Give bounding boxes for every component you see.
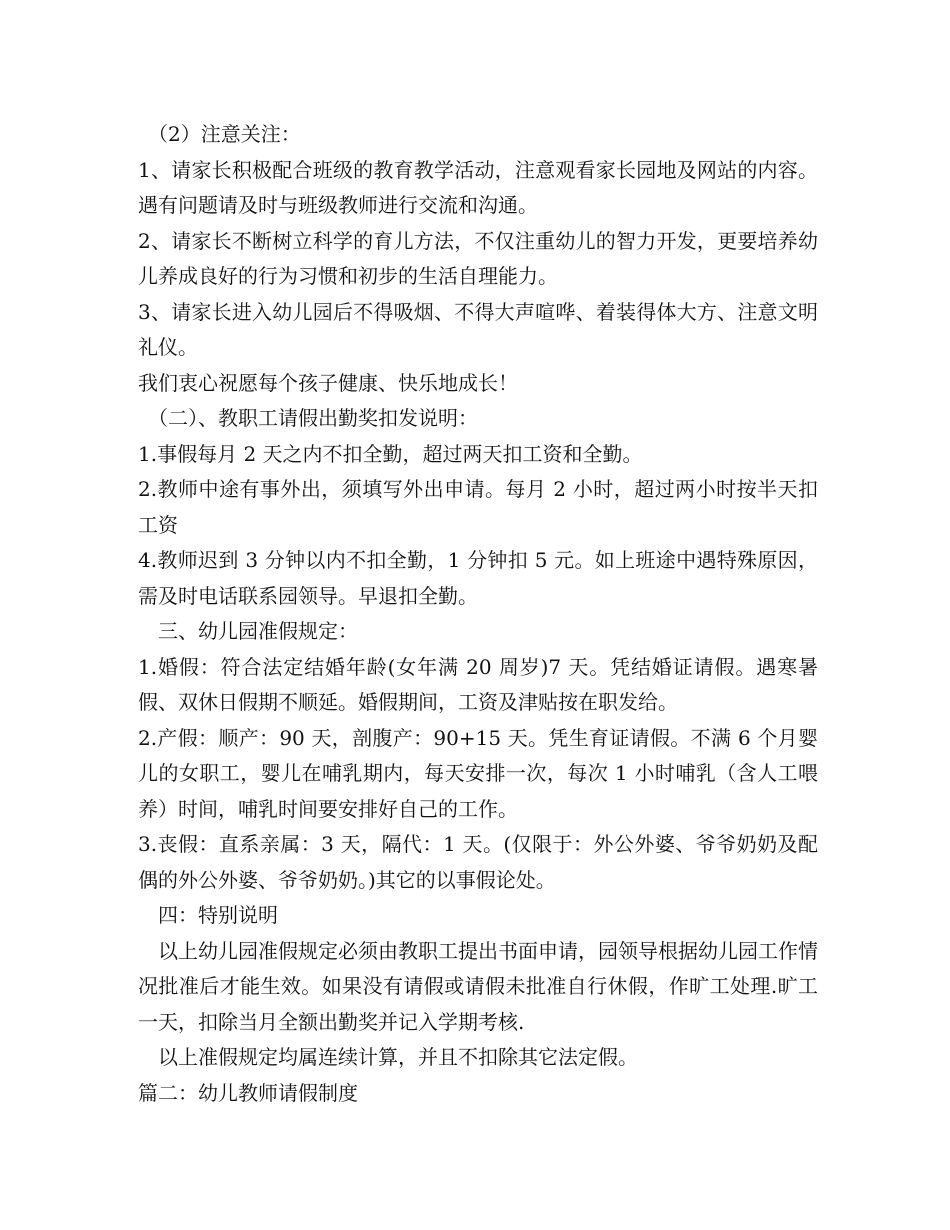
paragraph-parent-item-1: 1、请家长积极配合班级的教育教学活动，注意观看家长园地及网站的内容。遇有问题请及时与班级教师进行交流和沟通。 xyxy=(138,157,818,217)
paragraph-special-notes-body: 以上幼儿园准假规定必须由教职工提出书面申请，园领导根据幼儿园工作情况批准后才能生效。如果没有请假或请假未批准自行休假，作旷工处理.旷工一天，扣除当月全额出勤奖并记入学期考核. xyxy=(138,938,818,1034)
paragraph-parent-item-2: 2、请家长不断树立科学的育儿方法，不仅注重幼儿的智力开发，更要培养幼儿养成良好的行为习惯和初步的生活自理能力。 xyxy=(138,228,818,288)
paragraph-leave-rules-heading: 三、幼儿园准假规定： xyxy=(138,619,358,643)
paragraph-maternity-leave: 2.产假：顺产：90 天，剖腹产：90+15 天。凭生育证请假。不满 6 个月婴儿的女职工，婴儿在哺乳期内，每天安排一次，每次 1 小时哺乳（含人工喂养）时间，哺乳时间要安排好自己的工作。 xyxy=(138,725,818,821)
paragraph-attendance-item-2: 2.教师中途有事外出，须填写外出申请。每月 2 小时，超过两小时按半天扣工资 xyxy=(138,477,818,537)
paragraph-attention-heading: （2）注意关注： xyxy=(138,122,301,146)
paragraph-attendance-item-4: 4.教师迟到 3 分钟以内不扣全勤，1 分钟扣 5 元。如上班途中遇特殊原因，需及时电话联系园领导。早退扣全勤。 xyxy=(138,548,818,608)
paragraph-attendance-item-1: 1.事假每月 2 天之内不扣全勤，超过两天扣工资和全勤。 xyxy=(138,441,643,466)
paragraph-bereavement-leave: 3.丧假：直系亲属：3 天，隔代：1 天。(仅限于：外公外婆、爷爷奶奶及配偶的外公外婆、爷爷奶奶。)其它的以事假论处。 xyxy=(138,832,818,892)
paragraph-continuous-calc: 以上准假规定均属连续计算，并且不扣除其它法定假。 xyxy=(138,1045,638,1069)
document-body xyxy=(138,117,818,1111)
paragraph-wishes: 我们衷心祝愿每个孩子健康、快乐地成长！ xyxy=(138,370,518,395)
paragraph-marriage-leave: 1.婚假：符合法定结婚年龄(女年满 20 周岁)7 天。凭结婚证请假。遇寒暑假、双休日假期不顺延。婚假期间，工资及津贴按在职发给。 xyxy=(138,654,818,714)
paragraph-attendance-heading: （二）、教职工请假出勤奖扣发说明： xyxy=(138,406,478,430)
paragraph-special-notes-heading: 四：特别说明 xyxy=(138,903,278,927)
paragraph-parent-item-3: 3、请家长进入幼儿园后不得吸烟、不得大声喧哗、着装得体大方、注意文明礼仪。 xyxy=(138,299,818,359)
paragraph-chapter-two-title: 篇二：幼儿教师请假制度 xyxy=(138,1080,358,1105)
